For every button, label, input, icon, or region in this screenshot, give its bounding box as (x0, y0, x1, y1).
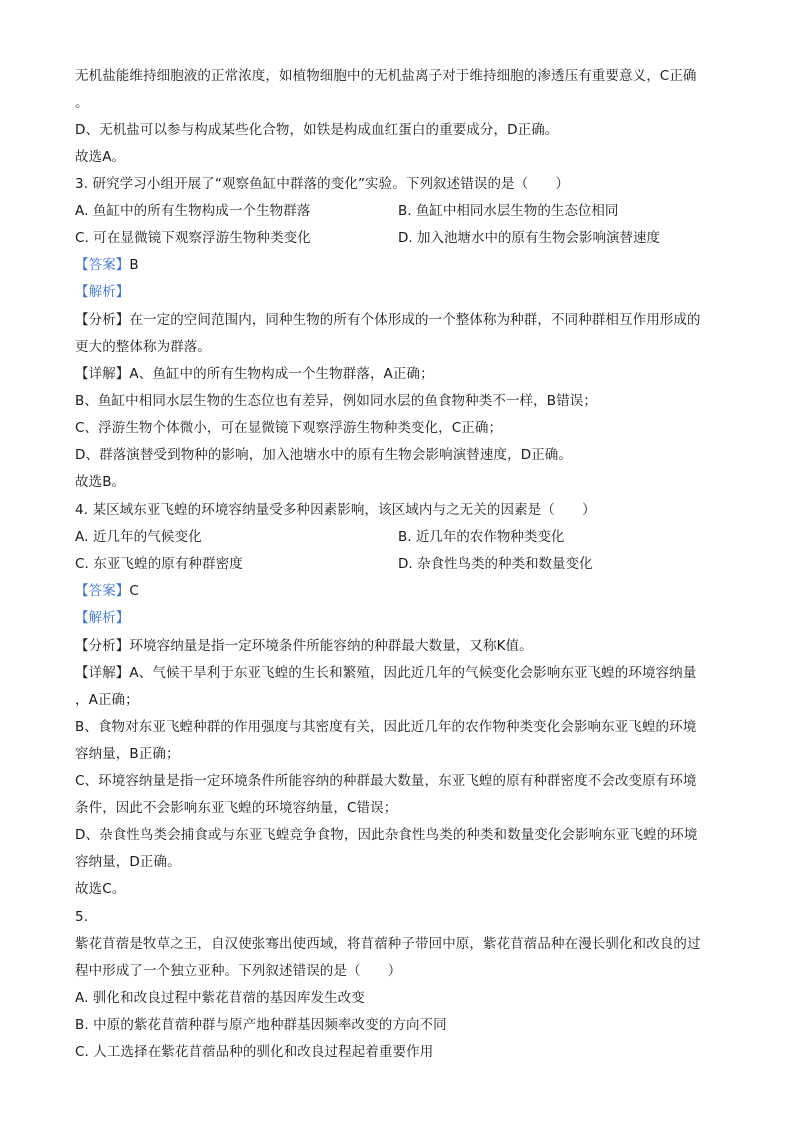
text-line: 故选B。 (75, 474, 126, 490)
option-b: B. 中原的紫花苜蓿种群与原产地种群基因频率改变的方向不同 (75, 1017, 447, 1033)
text-line: ，A正确； (75, 692, 139, 708)
question-4-stem: 4. 某区域东亚飞蝗的环境容纳量受多种因素影响，该区域内与之无关的因素是（ ） (75, 502, 596, 518)
detail-line (75, 365, 434, 383)
text-line: 故选C。 (75, 881, 126, 897)
detail-label: 【详解】 (75, 366, 130, 382)
analysis-tag: 【解析】 (75, 610, 130, 626)
answer-line (75, 582, 139, 600)
text-line: 无机盐能维持细胞液的正常浓度，如植物细胞中的无机盐离子对于维持细胞的渗透压有重要意义，C正确 (75, 68, 697, 84)
answer-value: C (129, 583, 139, 599)
option-c: C. 可在显微镜下观察浮游生物种类变化 (75, 230, 311, 246)
text-line: D、无机盐可以参与构成某些化合物，如铁是构成血红蛋白的重要成分，D正确。 (75, 122, 559, 138)
option-a: A. 驯化和改良过程中紫花苜蓿的基因库发生改变 (75, 990, 365, 1006)
option-b: B. 鱼缸中相同水层生物的生态位相同 (398, 203, 619, 219)
text-line: D、杂食性鸟类会捕食或与东亚飞蝗竞争食物，因此杂食性鸟类的种类和数量变化会影响东亚飞蝗的环境 (75, 827, 698, 843)
text-line: D、群落演替受到物种的影响，加入池塘水中的原有生物会影响演替速度，D正确。 (75, 447, 572, 463)
text-line: C、环境容纳量是指一定环境条件所能容纳的种群最大数量，东亚飞蝗的原有种群密度不会改变原有环境 (75, 773, 697, 789)
detail-text: A、鱼缸中的所有生物构成一个生物群落，A正确； (129, 366, 434, 382)
detail-line (75, 664, 696, 682)
text-line: 条件，因此不会影响东亚飞蝗的环境容纳量，C错误； (75, 800, 398, 816)
option-b: B. 近几年的农作物种类变化 (398, 529, 565, 545)
analysis-label: 【分析】 (75, 312, 130, 328)
question-3-stem: 3. 研究学习小组开展了“观察鱼缸中群落的变化”实验。下列叙述错误的是（ ） (75, 176, 570, 192)
analysis-line (75, 637, 533, 655)
analysis-line (75, 311, 701, 329)
option-a: A. 近几年的气候变化 (75, 529, 202, 545)
text-line: B、食物对东亚飞蝗种群的作用强度与其密度有关，因此近几年的农作物种类变化会影响东亚飞蝗的环境 (75, 719, 697, 735)
text-line: 容纳量，D正确。 (75, 854, 181, 870)
option-c: C. 东亚飞蝗的原有种群密度 (75, 556, 243, 572)
analysis-label: 【分析】 (75, 638, 130, 654)
text-line: 更大的整体称为群落。 (75, 339, 211, 355)
answer-tag: 【答案】 (75, 583, 130, 599)
text-line: 程中形成了一个独立亚种。下列叙述错误的是（ ） (75, 963, 402, 979)
question-5-number: 5. (75, 909, 89, 925)
analysis-text: 环境容纳量是指一定环境条件所能容纳的种群最大数量，又称K值。 (129, 638, 533, 654)
text-line: B、鱼缸中相同水层生物的生态位也有差异，例如同水层的鱼食物种类不一样，B错误； (75, 393, 597, 409)
answer-value: B (129, 257, 139, 273)
detail-text: A、气候干旱利于东亚飞蝗的生长和繁殖，因此近几年的气候变化会影响东亚飞蝗的环境容纳量 (129, 665, 697, 681)
answer-tag: 【答案】 (75, 257, 130, 273)
detail-label: 【详解】 (75, 665, 130, 681)
analysis-text: 在一定的空间范围内，同种生物的所有个体形成的一个整体称为种群，不同种群相互作用形成的 (129, 312, 701, 328)
text-line: C、浮游生物个体微小，可在显微镜下观察浮游生物种类变化，C正确； (75, 420, 503, 436)
question-5-stem: 紫花苜蓿是牧草之王，自汉使张骞出使西域，将苜蓿种子带回中原，紫花苜蓿品种在漫长驯化和改良的过 (75, 936, 701, 952)
option-a: A. 鱼缸中的所有生物构成一个生物群落 (75, 203, 311, 219)
answer-line (75, 256, 139, 274)
option-d: D. 杂食性鸟类的种类和数量变化 (398, 556, 593, 572)
option-d: D. 加入池塘水中的原有生物会影响演替速度 (398, 230, 660, 246)
text-line: 容纳量，B正确； (75, 746, 180, 762)
text-line: 故选A。 (75, 149, 126, 165)
analysis-tag: 【解析】 (75, 284, 130, 300)
text-line: 。 (75, 95, 89, 111)
option-c: C. 人工选择在紫花苜蓿品种的驯化和改良过程起着重要作用 (75, 1044, 434, 1060)
